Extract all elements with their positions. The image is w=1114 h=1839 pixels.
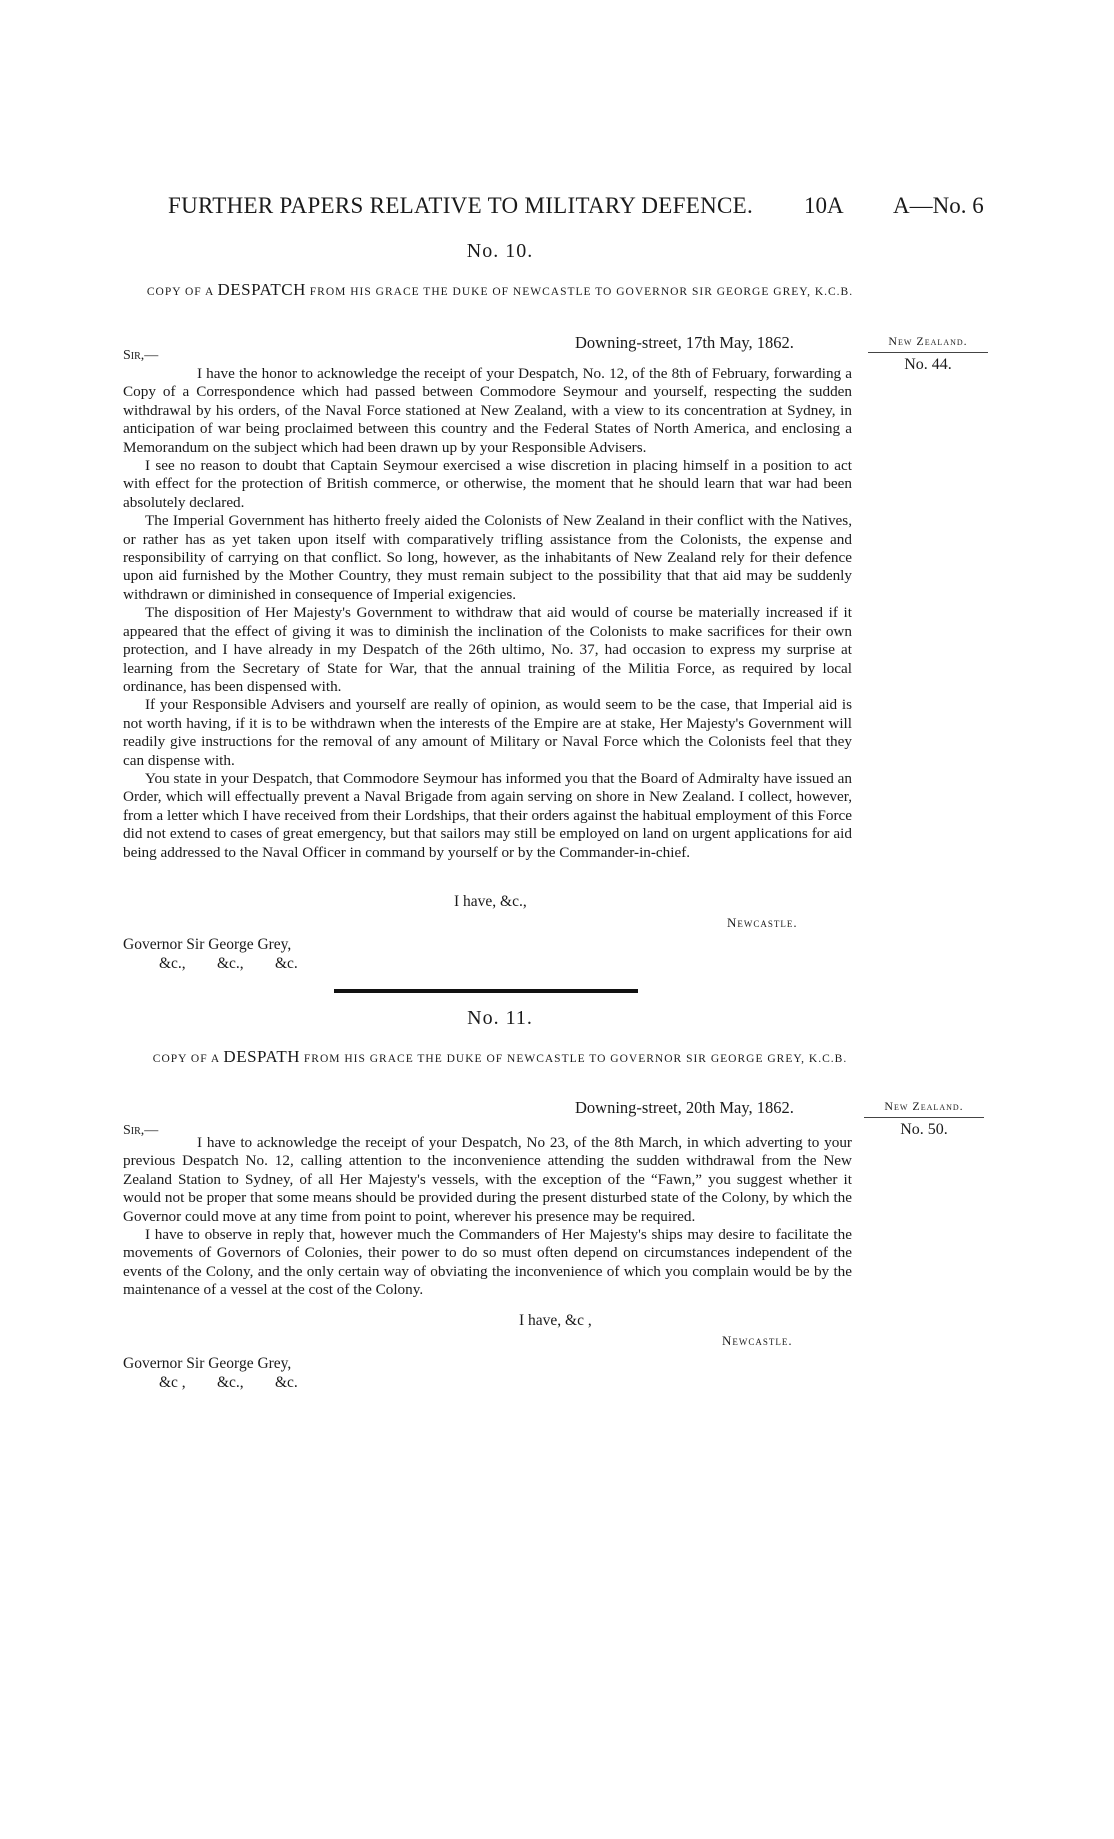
page-title: FURTHER PAPERS RELATIVE TO MILITARY DEFENCE. <box>168 193 754 218</box>
margin-label: New Zealand. <box>868 334 988 353</box>
despatch-heading <box>130 1048 870 1068</box>
paragraph: The Imperial Government has hitherto freely aided the Colonists of New Zealand in their conflict with the Natives, or rather has as yet taken upon itself with comparatively trifling assistance from the Colonists, the expense and responsibility of carrying on that conflict. So long, however, as the inhabitants of New Zealand rely for their defence upon aid furnished by the Mother Country, they must remain subject to the possibility that that aid may be suddenly withdrawn or diminished in consequence of Imperial exigencies. <box>123 512 852 603</box>
heading-suffix: FROM HIS GRACE THE DUKE OF NEWCASTLE TO GOVERNOR SIR GEORGE GREY, K.C.B. <box>303 1053 848 1065</box>
running-header <box>168 193 998 225</box>
etc-2: &c., <box>217 1374 244 1391</box>
heading-suffix: FROM HIS GRACE THE DUKE OF NEWCASTLE TO GOVERNOR SIR GEORGE GREY, K.C.B. <box>309 286 854 298</box>
addressee-etc <box>123 1373 333 1392</box>
paragraph: The disposition of Her Majesty's Government to withdraw that aid would of course be materially increased if it appeared that the effect of giving it was to diminish the inclination of the Colonists to make sacrifices for their own protection, and I have already in my Despatch of the 26th ultimo, No. 37, had occasion to express my surprise at learning from the Secretary of State for War, that the annual training of the Militia Force, as required by local ordinance, has been dispensed with. <box>123 604 852 695</box>
despatch-number: No. 11. <box>467 1007 533 1029</box>
paragraph: I have to acknowledge the receipt of your Despatch, No 23, of the 8th March, in which adverting to your previous Despatch No. 12, calling attention to the inconvenience attending the sudden withdrawal from the New Zealand Station to Sydney, of all Her Majesty's vessels, with the exception of the “Fawn,” you suggest whether it would not be proper that some means should be provided during the present disturbed state of the Colony, by which the Governor could move at any time from point to point, wherever his presence may be required. <box>123 1134 852 1225</box>
salutation: Sir,— <box>123 1123 159 1138</box>
etc-3: &c. <box>275 1374 298 1391</box>
etc-1: &c., <box>159 955 186 972</box>
margin-note <box>868 334 988 374</box>
despatch-number: No. 10. <box>466 240 534 262</box>
margin-label: New Zealand. <box>864 1099 984 1118</box>
letter-body <box>123 1134 852 1300</box>
addressee <box>123 935 333 973</box>
heading-prefix: COPY OF A <box>146 286 214 298</box>
etc-3: &c. <box>275 955 298 972</box>
etc-2: &c., <box>217 955 244 972</box>
paragraph: You state in your Despatch, that Commodore Seymour has informed you that the Board of Admiralty have issued an Order, which will effectually prevent a Naval Brigade from again serving on shore in New Zealand. I collect, however, from a letter which I have received from their Lordships, that their orders against the habitual employment of this Force did not extend to cases of great emergency, but that sailors may still be employed on land on urgent applications for aid being addressed to the Naval Officer in command by yourself or by the Commander-in-chief. <box>123 769 852 861</box>
margin-number: No. 44. <box>904 356 952 373</box>
signature: Newcastle. <box>727 915 798 930</box>
page-reference: 10A <box>804 193 844 218</box>
addressee-name: Governor Sir George Grey, <box>123 1355 292 1372</box>
dateline: Downing-street, 20th May, 1862. <box>575 1098 794 1117</box>
dateline: Downing-street, 17th May, 1862. <box>575 333 794 352</box>
heading-keyword: DESPATCH <box>217 280 306 299</box>
addressee-name: Governor Sir George Grey, <box>123 936 292 953</box>
paragraph: I see no reason to doubt that Captain Seymour exercised a wise discretion in placing himself in a position to act with effect for the protection of British commerce, or otherwise, the moment that he should learn that war had been absolutely declared. <box>123 457 852 511</box>
addressee-etc <box>123 954 333 973</box>
closing: I have, &c., <box>454 893 527 910</box>
closing: I have, &c , <box>519 1312 592 1329</box>
addressee <box>123 1354 333 1392</box>
heading-prefix: COPY OF A <box>152 1053 220 1065</box>
margin-number: No. 50. <box>900 1121 948 1138</box>
letter-body <box>123 365 852 862</box>
salutation: Sir,— <box>123 348 159 363</box>
heading-keyword: DESPATH <box>223 1047 300 1066</box>
etc-1: &c , <box>159 1374 186 1391</box>
paragraph: I have to observe in reply that, however much the Commanders of Her Majesty's ships may desire to facilitate the movements of Governors of Colonies, their power to do so must often depend on circumstances independent of the events of the Colony, and the only certain way of obviating the inconvenience of which you complain would be by the maintenance of a vessel at the cost of the Colony. <box>123 1226 852 1299</box>
paragraph: If your Responsible Advisers and yourself are really of opinion, as would seem to be the case, that Imperial aid is not worth having, if it is to be withdrawn when the interests of the Empire are at stake, Her Majesty's Government will readily give instructions for the removal of any amount of Military or Naval Force which the Colonists feel that they can dispense with. <box>123 696 852 769</box>
despatch-heading <box>130 281 870 301</box>
margin-note <box>864 1099 984 1139</box>
paragraph: I have the honor to acknowledge the receipt of your Despatch, No. 12, of the 8th of February, forwarding a Copy of a Correspondence which had passed between Commodore Seymour and yourself, respecting the sudden withdrawal by his orders, of the Naval Force stationed at New Zealand, with a view to its concentration at Sydney, in anticipation of war being proclaimed between this country and the Federal States of North America, and enclosing a Memorandum on the subject which had been drawn up by your Responsible Advisers. <box>123 365 852 456</box>
series-number: A—No. 6 <box>893 193 984 218</box>
signature: Newcastle. <box>722 1333 793 1348</box>
section-divider <box>334 989 638 993</box>
